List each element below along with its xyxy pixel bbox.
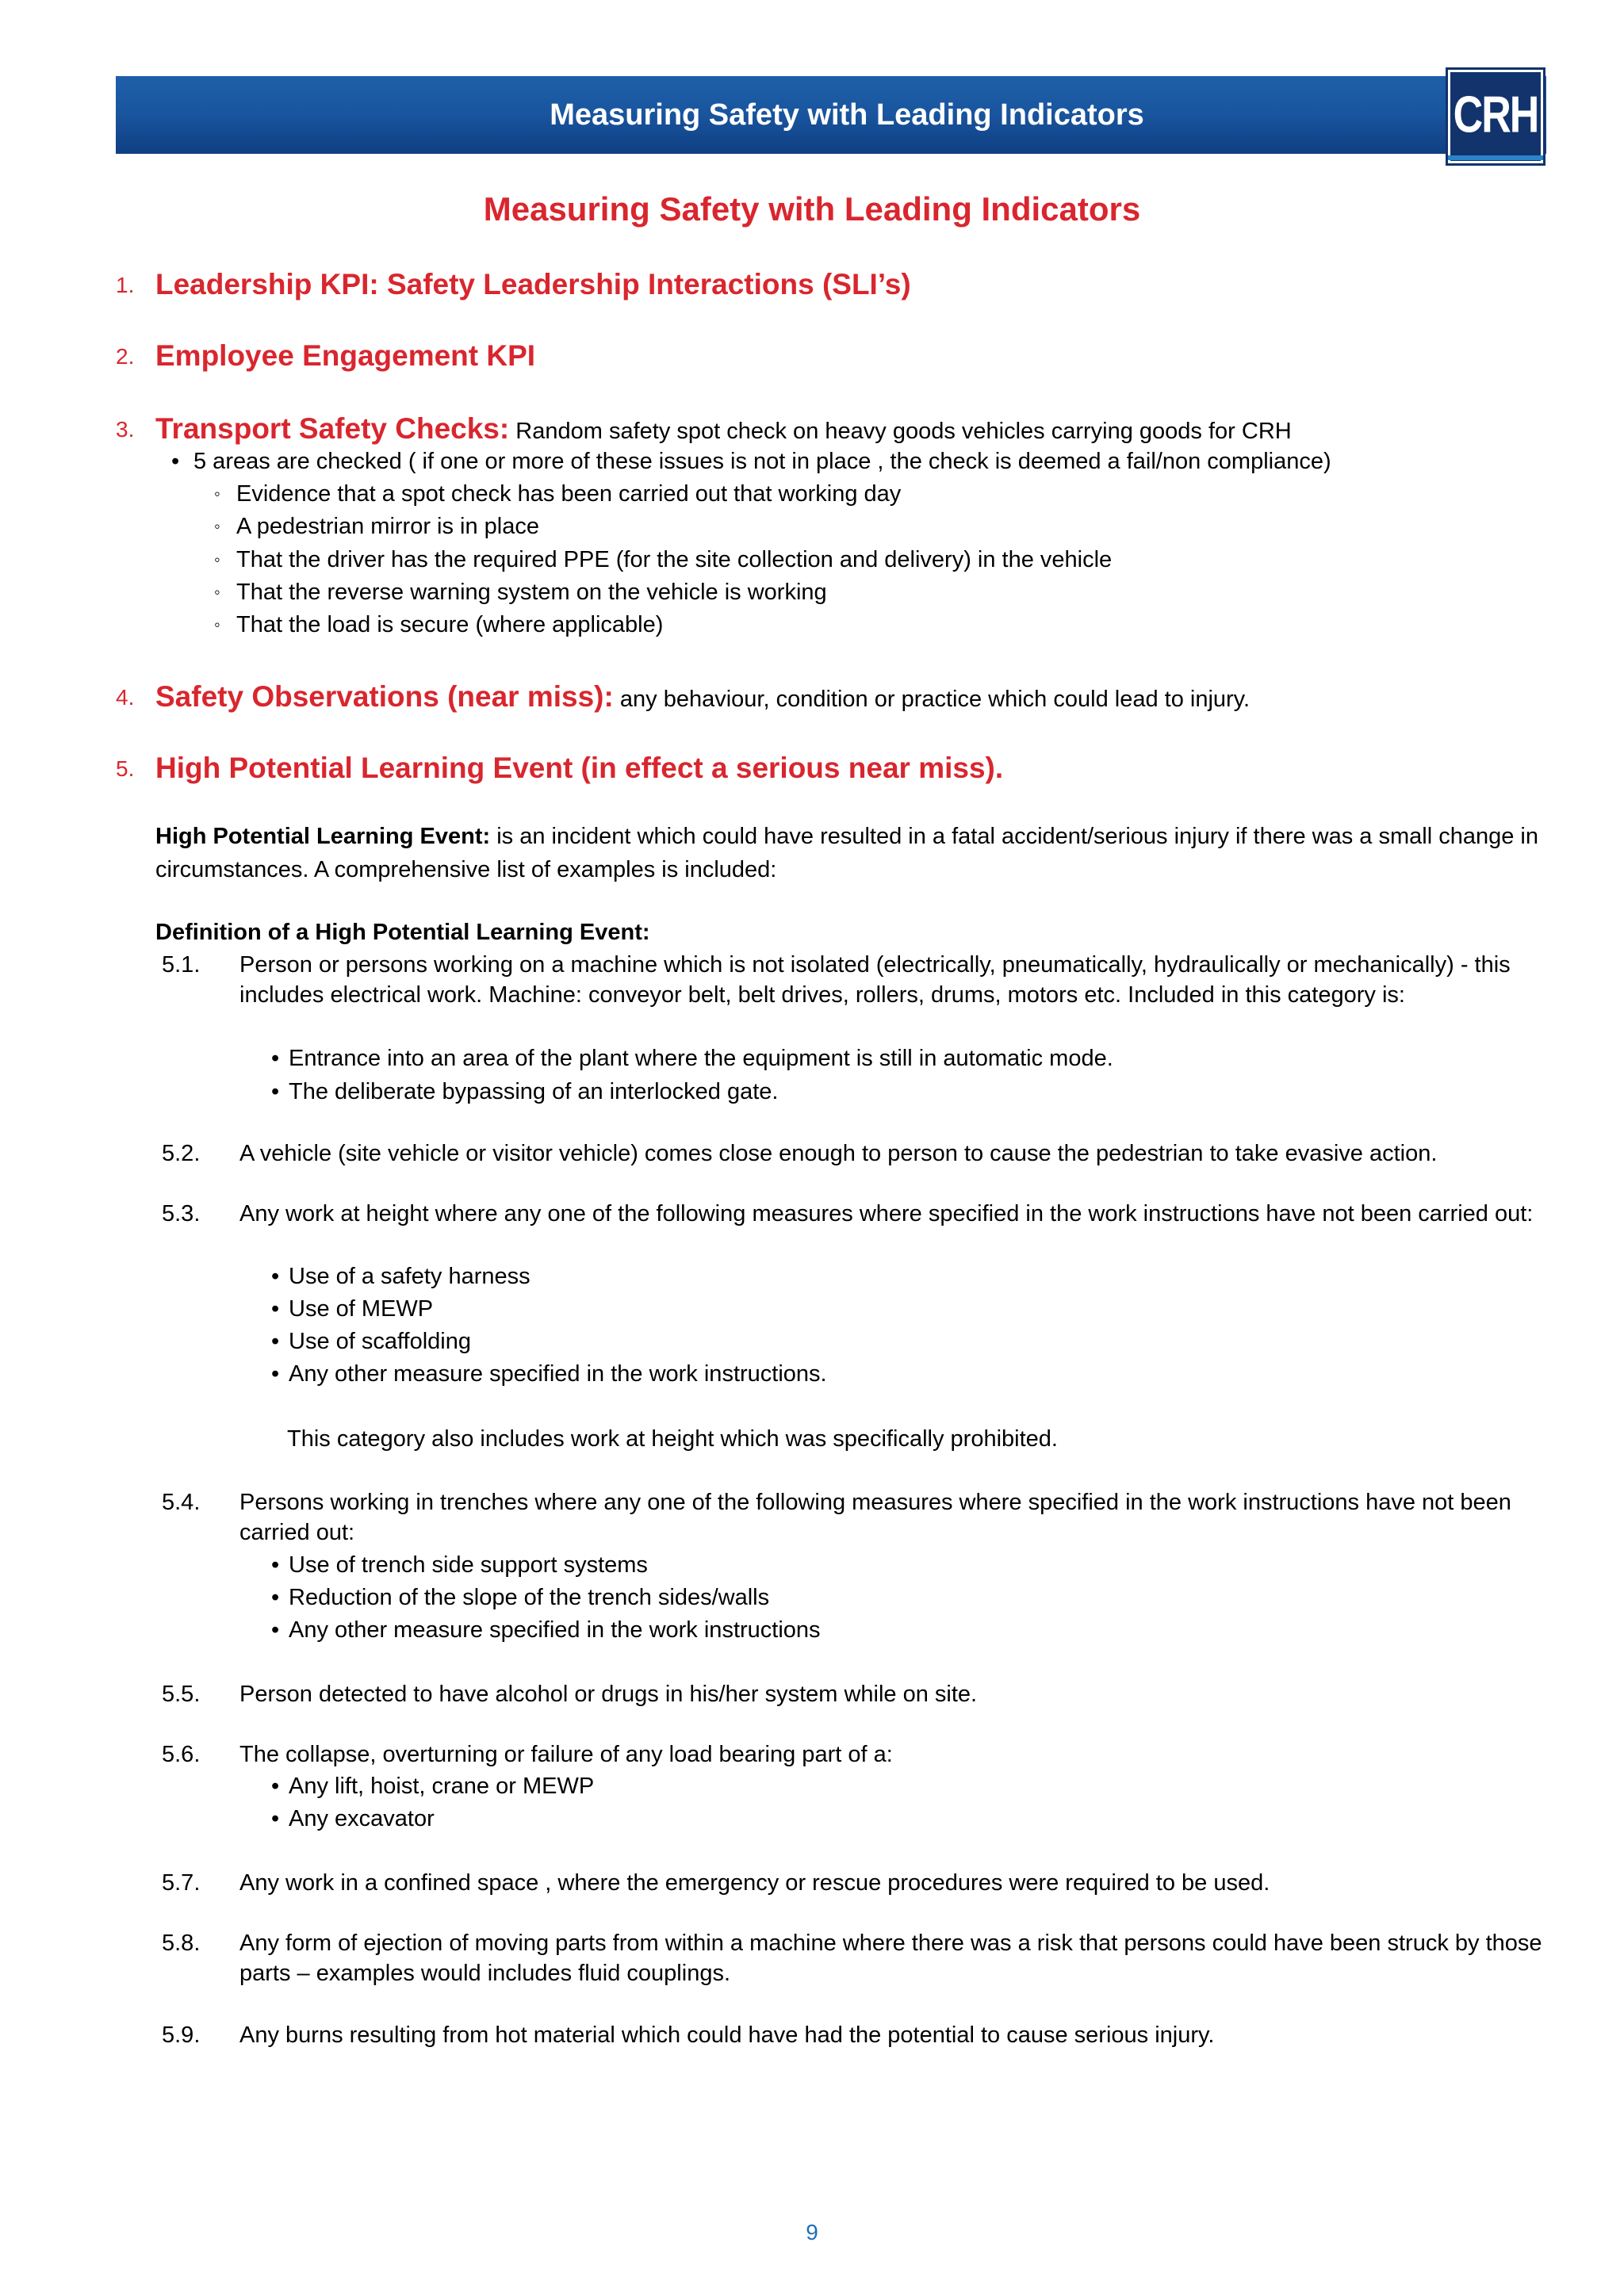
sub-item: • Use of scaffolding [271, 1329, 471, 1354]
item-note: This category also includes work at height which was specifically prohibited. [287, 1426, 1058, 1452]
transport-check: ◦ That the driver has the required PPE (for the site collection and delivery) in the vehicle [214, 547, 1113, 572]
section-number: 3. [116, 417, 135, 442]
crh-logo [1448, 70, 1543, 163]
sub-item: • The deliberate bypassing of an interlocked gate. [271, 1079, 779, 1104]
logo-text: CRH [1453, 86, 1538, 144]
sub-item: • Any other measure specified in the work instructions [271, 1617, 821, 1643]
sub-item: • Entrance into an area of the plant where the equipment is still in automatic mode. [271, 1046, 1113, 1071]
transport-check: ◦ That the reverse warning system on the vehicle is working [214, 580, 827, 605]
sub-item: • Any other measure specified in the work instructions. [271, 1361, 827, 1387]
section-number: 4. [116, 685, 135, 710]
header-title: Measuring Safety with Leading Indicators [550, 98, 1144, 132]
sub-item: • Reduction of the slope of the trench sides/walls [271, 1585, 770, 1610]
sub-item: • Use of a safety harness [271, 1264, 530, 1289]
sub-item: • Any excavator [271, 1806, 435, 1831]
section-heading: Leadership KPI: Safety Leadership Interactions (SLI’s) [155, 268, 911, 300]
sub-item: • Use of trench side support systems [271, 1552, 648, 1578]
sub-item: • Any lift, hoist, crane or MEWP [271, 1774, 595, 1799]
section-heading: Safety Observations (near miss): any behaviour, condition or practice which could lead to injury. [155, 680, 1251, 713]
page-number: 9 [806, 2220, 818, 2244]
transport-check: ◦ That the load is secure (where applicable) [214, 612, 664, 637]
header-bar [116, 76, 1546, 154]
transport-check: ◦ Evidence that a spot check has been carried out that working day [214, 481, 902, 507]
hple-intro: High Potential Learning Event: is an incident which could have resulted in a fatal accident/serious injury if there was a small change in circumstances. A comprehensive list of examples is included: [155, 824, 1538, 882]
page-title: Measuring Safety with Leading Indicators [483, 190, 1141, 228]
section-heading: High Potential Learning Event (in effect a serious near miss). [155, 752, 1004, 784]
section-heading: Transport Safety Checks: Random safety spot check on heavy goods vehicles carrying goods for CRH [155, 412, 1292, 445]
section-number: 2. [116, 344, 135, 369]
transport-bullet: • 5 areas are checked ( if one or more of these issues is not in place , the check is deemed a fail/non compliance) [171, 449, 1331, 474]
section-number: 1. [116, 273, 135, 297]
section-heading: Employee Engagement KPI [155, 339, 536, 372]
definition-title: Definition of a High Potential Learning Event: [155, 920, 650, 945]
transport-check: ◦ A pedestrian mirror is in place [214, 514, 539, 539]
sub-item: • Use of MEWP [271, 1296, 434, 1322]
logo-underline [1448, 155, 1543, 160]
section-number: 5. [116, 756, 135, 781]
